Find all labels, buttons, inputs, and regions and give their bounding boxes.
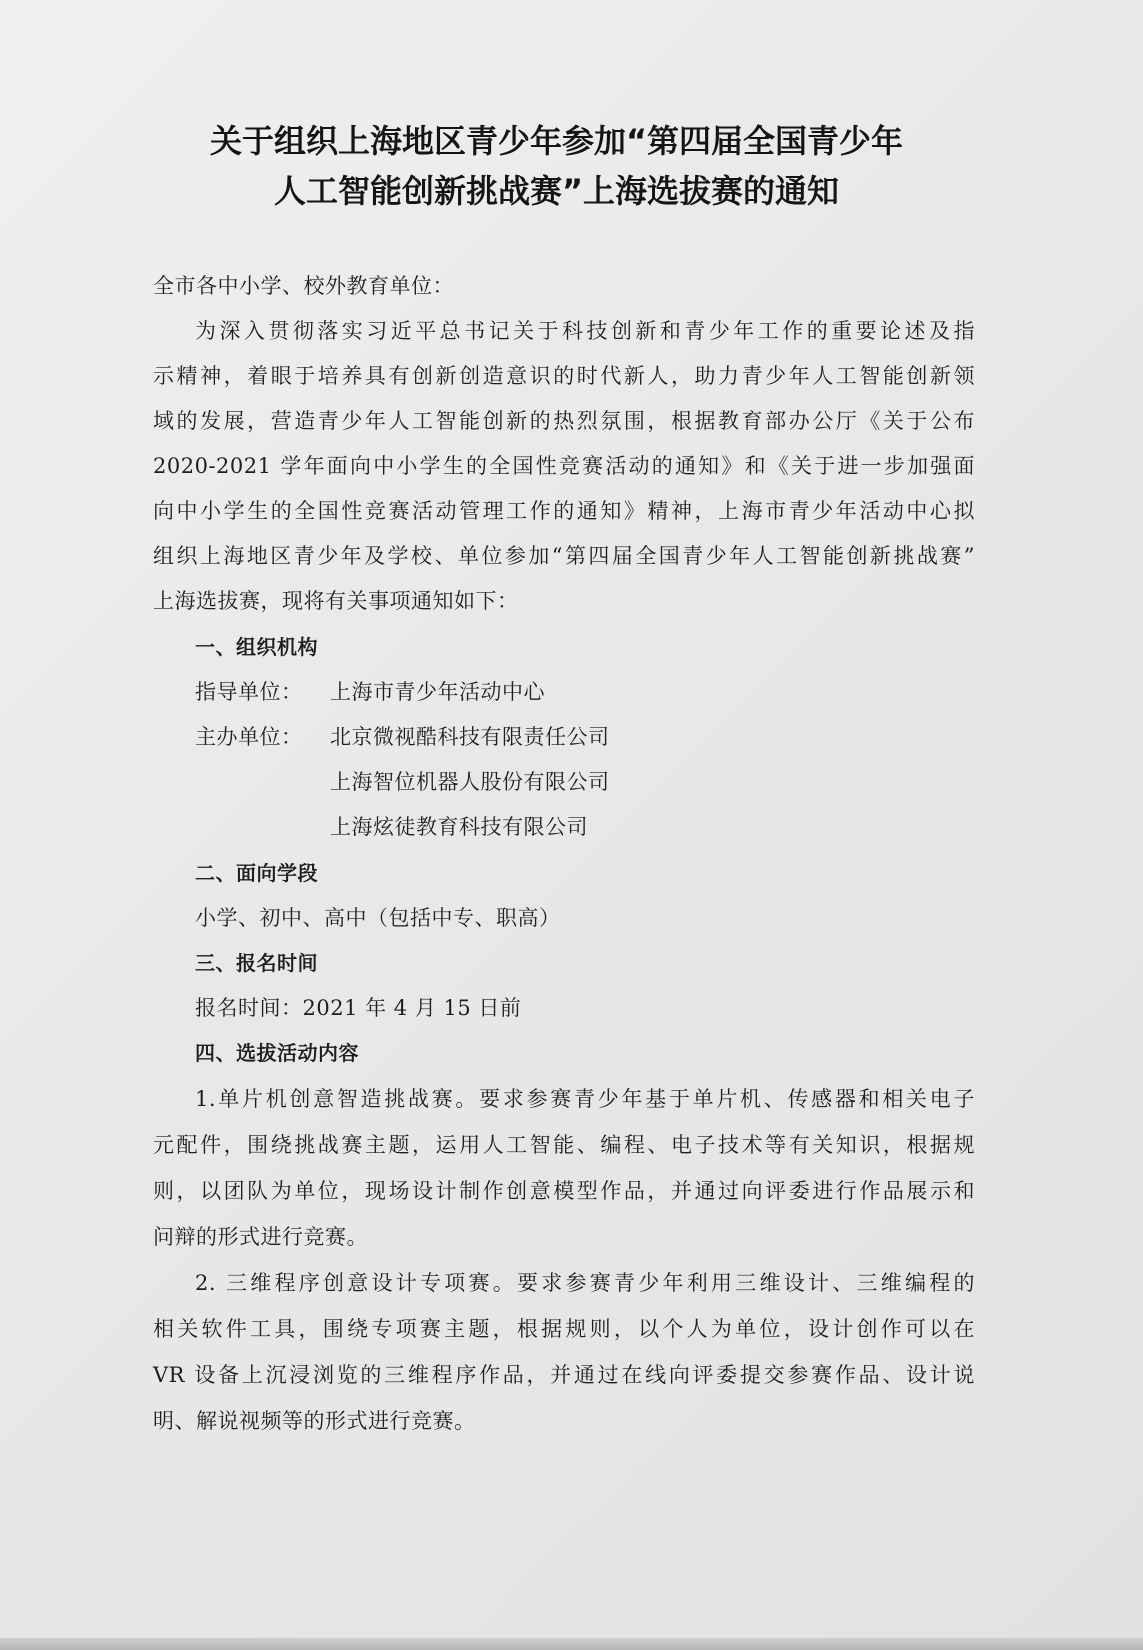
host-unit-item: 上海智位机器人股份有限公司 (330, 770, 610, 794)
section-4-item-2-line: 明、解说视频等的形式进行竞赛。 (153, 1409, 476, 1433)
document-title-line-1: 关于组织上海地区青少年参加“第四届全国青少年 (209, 122, 904, 160)
section-4-item-2-line: VR 设备上沉浸浏览的三维程序作品，并通过在线向评委提交参赛作品、设计说 (153, 1363, 975, 1387)
intro-line: 组织上海地区青少年及学校、单位参加“第四届全国青少年人工智能创新挑战赛” (153, 544, 975, 568)
section-4-item-2-line: 相关软件工具，围绕专项赛主题，根据规则，以个人为单位，设计创作可以在 (153, 1317, 975, 1341)
page-bottom-shadow (0, 1638, 1143, 1650)
intro-line: 2020-2021 学年面向中小学生的全国性竞赛活动的通知》和《关于进一步加强面 (153, 454, 975, 478)
section-3-content: 报名时间：2021 年 4 月 15 日前 (195, 996, 522, 1020)
section-4-heading: 四、选拔活动内容 (195, 1041, 359, 1065)
section-2-content: 小学、初中、高中（包括中专、职高） (195, 906, 561, 930)
host-unit-item: 上海炫徒教育科技有限公司 (330, 815, 588, 839)
intro-line: 示精神，着眼于培养具有创新创造意识的时代新人，助力青少年人工智能创新领 (153, 364, 975, 388)
section-4-item-1-line: 则，以团队为单位，现场设计制作创意模型作品，并通过向评委进行作品展示和 (153, 1179, 975, 1203)
intro-line: 向中小学生的全国性竞赛活动管理工作的通知》精神，上海市青少年活动中心拟 (153, 499, 975, 523)
section-4-item-2-line: 2. 三维程序创意设计专项赛。要求参赛青少年利用三维设计、三维编程的 (195, 1271, 975, 1295)
host-unit-label: 主办单位： (195, 725, 303, 749)
section-4-item-1-line: 元配件，围绕挑战赛主题，运用人工智能、编程、电子技术等有关知识，根据规 (153, 1133, 975, 1157)
section-3-heading: 三、报名时间 (195, 951, 318, 975)
intro-line: 域的发展，营造青少年人工智能创新的热烈氛围，根据教育部办公厅《关于公布 (153, 409, 975, 433)
section-1-heading: 一、组织机构 (195, 635, 318, 659)
salutation: 全市各中小学、校外教育单位： (153, 274, 454, 298)
section-2-heading: 二、面向学段 (195, 861, 318, 885)
guide-unit-label: 指导单位： (195, 680, 303, 704)
section-4-item-1-line: 1.单片机创意智造挑战赛。要求参赛青少年基于单片机、传感器和相关电子 (195, 1087, 975, 1111)
section-4-item-1-line: 问辩的形式进行竞赛。 (153, 1225, 368, 1249)
document-title-line-2: 人工智能创新挑战赛”上海选拔赛的通知 (273, 172, 840, 210)
intro-line: 上海选拔赛，现将有关事项通知如下： (153, 589, 519, 613)
host-unit-item: 北京微视酷科技有限责任公司 (330, 725, 610, 749)
guide-unit-value: 上海市青少年活动中心 (330, 680, 545, 704)
intro-line: 为深入贯彻落实习近平总书记关于科技创新和青少年工作的重要论述及指 (195, 319, 975, 343)
